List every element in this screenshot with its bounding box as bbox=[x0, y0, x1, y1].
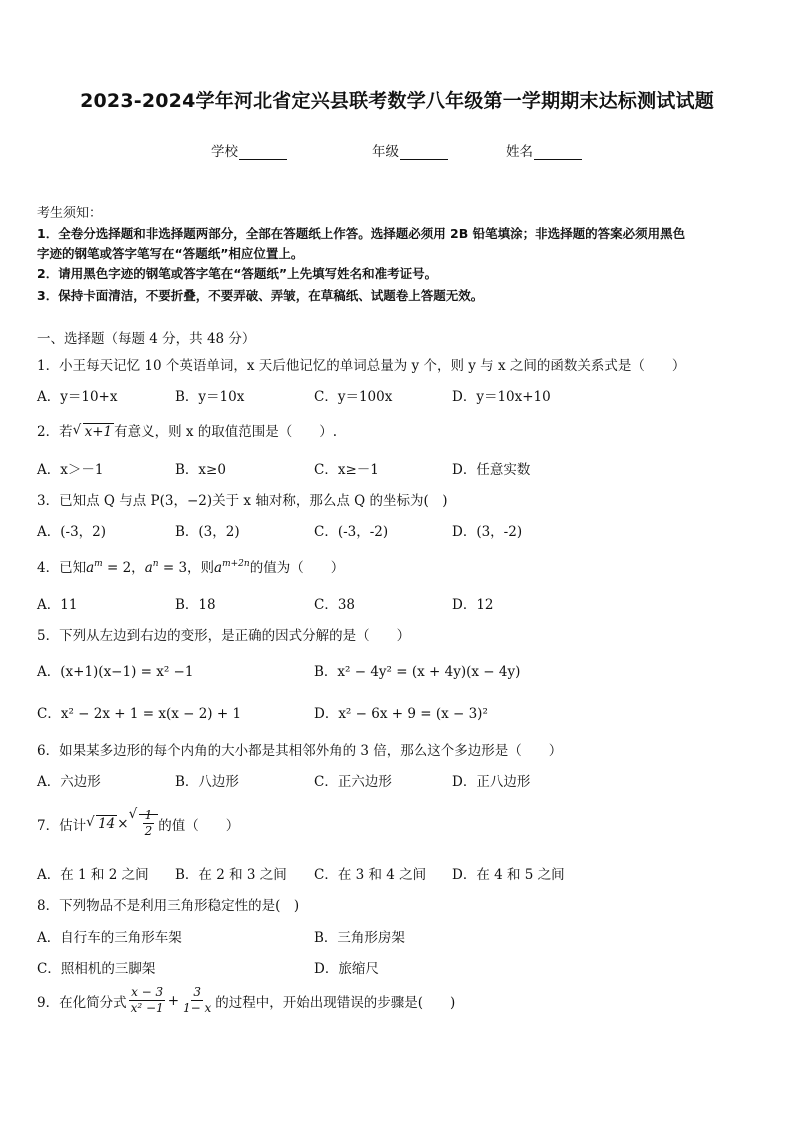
q8-option-b[interactable]: B．三角形房架 bbox=[314, 930, 405, 946]
q6-option-c[interactable]: C．正六边形 bbox=[314, 774, 392, 790]
q2-option-b[interactable]: B．x≥0 bbox=[175, 462, 226, 478]
question-5-stem: 5．下列从左边到右边的变形，是正确的因式分解的是（ ） bbox=[37, 628, 411, 644]
fraction-2: $\frac{3}{1- x}$ bbox=[183, 985, 212, 1015]
q5-option-c[interactable]: C．x² − 2x + 1 = x(x − 2) + 1 bbox=[37, 706, 242, 722]
q5-option-d[interactable]: D．x² − 6x + 9 = (x − 3)² bbox=[314, 706, 488, 722]
q1-option-c[interactable]: C．y＝100x bbox=[314, 389, 393, 405]
q6-option-a[interactable]: A．六边形 bbox=[37, 774, 101, 790]
sqrt-expression: √ x+1 bbox=[73, 424, 115, 440]
school-field[interactable] bbox=[211, 140, 287, 160]
q1-option-b[interactable]: B．y＝10x bbox=[175, 389, 245, 405]
fraction-1: $\frac{x - 3}{\text{x² −1}}$ bbox=[130, 985, 164, 1015]
question-6-stem: 6．如果某多边形的每个内角的大小都是其相邻外角的 3 倍，那么这个多边形是（ ） bbox=[37, 743, 563, 759]
sqrt-expression: √ 14 bbox=[86, 816, 117, 832]
grade-label: 年级 bbox=[372, 144, 399, 160]
question-8-stem: 8．下列物品不是利用三角形稳定性的是( ) bbox=[37, 898, 300, 914]
notice-item: 2．请用黑色字迹的钢笔或答字笔在“答题纸”上先填写姓名和准考证号。 bbox=[37, 266, 438, 281]
school-label: 学校 bbox=[211, 144, 238, 160]
q4-option-c[interactable]: C．38 bbox=[314, 597, 356, 613]
q7-option-a[interactable]: A．在 1 和 2 之间 bbox=[37, 867, 149, 883]
sqrt-fraction: √ $\frac{1}{2}$ bbox=[129, 808, 159, 839]
q5-option-a[interactable]: A．(x+1)(x−1) = x² −1 bbox=[37, 664, 194, 680]
grade-blank[interactable] bbox=[400, 145, 448, 160]
q8-option-a[interactable]: A．自行车的三角形车架 bbox=[37, 930, 182, 946]
notice-item: 1．全卷分选择题和非选择题两部分，全部在答题纸上作答。选择题必须用 2B 铅笔填涂；非选择题的答案必须用黑色 bbox=[37, 226, 686, 241]
q7-option-d[interactable]: D．在 4 和 5 之间 bbox=[452, 867, 565, 883]
q7-option-b[interactable]: B．在 2 和 3 之间 bbox=[175, 867, 287, 883]
question-3-stem: 3．已知点 Q 与点 P(3，−2)关于 x 轴对称，那么点 Q 的坐标为( ) bbox=[37, 493, 448, 509]
q6-option-d[interactable]: D．正八边形 bbox=[452, 774, 531, 790]
q3-option-c[interactable]: C．(-3，-2) bbox=[314, 524, 389, 540]
question-2-stem: 2．若√ x+1 有意义，则 x 的取值范围是（ ）. bbox=[37, 420, 337, 440]
q3-option-b[interactable]: B．(3，2) bbox=[175, 524, 240, 540]
q8-option-c[interactable]: C．照相机的三脚架 bbox=[37, 961, 156, 977]
name-blank[interactable] bbox=[534, 145, 582, 160]
name-field[interactable] bbox=[506, 140, 582, 160]
name-label: 姓名 bbox=[506, 144, 533, 160]
q1-option-d[interactable]: D．y＝10x+10 bbox=[452, 389, 551, 405]
question-7-stem: 7．估计 √ 14 × √ $\frac{1}{2}$ 的值（ ） bbox=[37, 808, 239, 839]
q6-option-b[interactable]: B．八边形 bbox=[175, 774, 239, 790]
grade-field[interactable] bbox=[372, 140, 448, 160]
notice-item: 字迹的钢笔或答字笔写在“答题纸”相应位置上。 bbox=[37, 246, 304, 261]
q4-option-b[interactable]: B．18 bbox=[175, 597, 216, 613]
q4-option-a[interactable]: A．11 bbox=[37, 597, 78, 613]
q3-option-d[interactable]: D．(3，-2) bbox=[452, 524, 523, 540]
q2-option-c[interactable]: C．x≥－1 bbox=[314, 462, 379, 478]
q2-option-d[interactable]: D．任意实数 bbox=[452, 462, 531, 478]
q7-option-c[interactable]: C．在 3 和 4 之间 bbox=[314, 867, 427, 883]
notice-item: 3．保持卡面清洁，不要折叠，不要弄破、弄皱，在草稿纸、试题卷上答题无效。 bbox=[37, 288, 484, 303]
notice-heading: 考生须知： bbox=[37, 206, 103, 221]
q5-option-b[interactable]: B．x² − 4y² = (x + 4y)(x − 4y) bbox=[314, 664, 521, 680]
q4-option-d[interactable]: D．12 bbox=[452, 597, 494, 613]
q8-option-d[interactable]: D．旅缩尺 bbox=[314, 961, 379, 977]
section-heading: 一、选择题（每题 4 分，共 48 分） bbox=[37, 331, 256, 347]
q2-option-a[interactable]: A．x＞－1 bbox=[37, 462, 104, 478]
q3-option-a[interactable]: A．(-3，2) bbox=[37, 524, 107, 540]
question-9-stem: 9．在化简分式 $\frac{x - 3}{\text{x² −1}}$ + $\frac{3}{1- x}$ 的过程中，开始出现错误的步骤是( ) bbox=[37, 985, 456, 1015]
page-title: 2023-2024学年河北省定兴县联考数学八年级第一学期期末达标测试试题 bbox=[80, 90, 714, 112]
school-blank[interactable] bbox=[239, 145, 287, 160]
question-1-stem: 1．小王每天记忆 10 个英语单词，x 天后他记忆的单词总量为 y 个，则 y 与 x 之间的函数关系式是（ ） bbox=[37, 358, 686, 374]
q1-option-a[interactable]: A．y＝10+x bbox=[37, 389, 118, 405]
question-4-stem: 4．已知$a^m = 2$，$a^n = 3$，则$a^{m+2n}$的值为（ ） bbox=[37, 559, 345, 576]
